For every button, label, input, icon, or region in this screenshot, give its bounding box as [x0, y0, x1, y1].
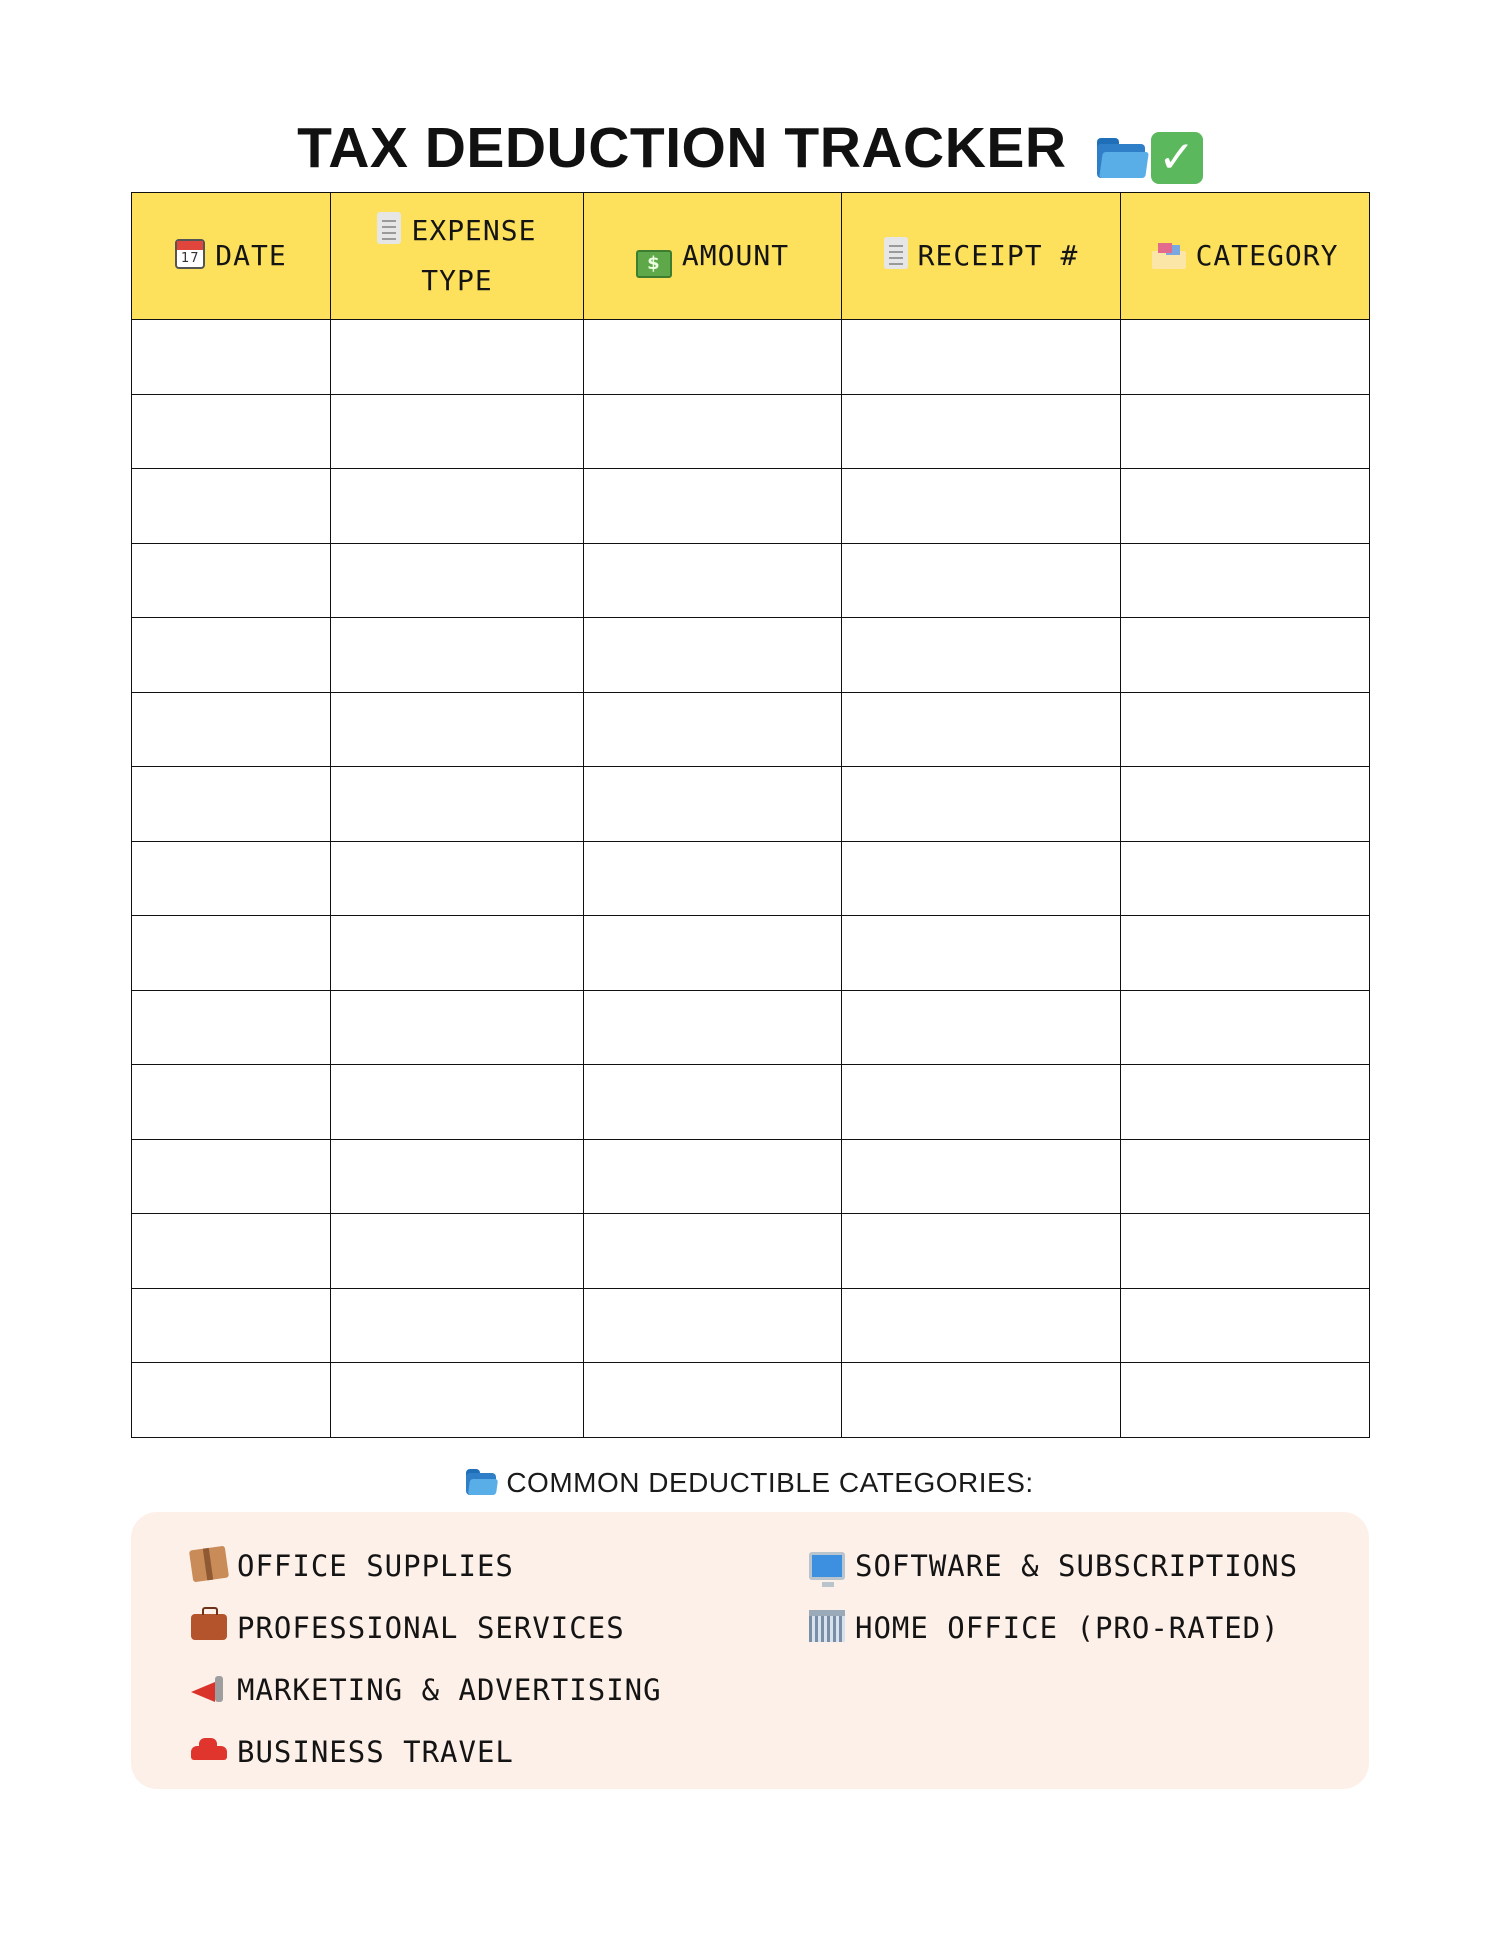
table-cell[interactable]	[584, 990, 842, 1065]
document-icon	[377, 212, 401, 244]
table-row	[132, 543, 1370, 618]
column-header-amount	[584, 193, 842, 320]
table-cell[interactable]	[842, 320, 1121, 395]
page-title	[0, 108, 1500, 188]
table-cell[interactable]	[331, 692, 584, 767]
category-item-professional-services	[191, 1608, 625, 1648]
table-cell[interactable]	[842, 916, 1121, 991]
table-cell[interactable]	[842, 1288, 1121, 1363]
computer-icon	[809, 1552, 845, 1580]
table-header-row	[132, 193, 1370, 320]
category-item-home-office	[809, 1608, 1280, 1648]
table-cell[interactable]	[1121, 543, 1370, 618]
table-cell[interactable]	[584, 841, 842, 916]
table-row	[132, 394, 1370, 469]
table-cell[interactable]	[331, 767, 584, 842]
column-header-date	[132, 193, 331, 320]
table-cell[interactable]	[842, 469, 1121, 544]
folder-icon	[466, 1469, 498, 1495]
table-row	[132, 1214, 1370, 1289]
table-row	[132, 1363, 1370, 1438]
table-cell[interactable]	[842, 1065, 1121, 1140]
table-cell[interactable]	[132, 1363, 331, 1438]
table-cell[interactable]	[331, 916, 584, 991]
category-label: HOME OFFICE (PRO-RATED)	[855, 1611, 1280, 1645]
table-cell[interactable]	[1121, 394, 1370, 469]
table-cell[interactable]	[132, 692, 331, 767]
table-cell[interactable]	[842, 692, 1121, 767]
table-body	[132, 320, 1370, 1438]
table-cell[interactable]	[132, 1214, 331, 1289]
table-row	[132, 1065, 1370, 1140]
category-item-office-supplies	[191, 1546, 514, 1586]
table-row	[132, 618, 1370, 693]
table-cell[interactable]	[331, 841, 584, 916]
column-header-expense-type	[331, 193, 584, 320]
table-cell[interactable]	[584, 916, 842, 991]
table-cell[interactable]	[132, 767, 331, 842]
table-cell[interactable]	[1121, 1363, 1370, 1438]
title-icons	[1097, 114, 1203, 194]
table-cell[interactable]	[331, 1139, 584, 1214]
table-row	[132, 990, 1370, 1065]
check-mark-icon: ✓	[1151, 132, 1203, 184]
column-header-category	[1121, 193, 1370, 320]
table-cell[interactable]	[331, 320, 584, 395]
table-cell[interactable]	[132, 841, 331, 916]
table-cell[interactable]	[1121, 841, 1370, 916]
table-cell[interactable]	[842, 1363, 1121, 1438]
table-row	[132, 841, 1370, 916]
column-label: AMOUNT	[681, 239, 790, 272]
categories-heading-text: COMMON DEDUCTIBLE CATEGORIES:	[506, 1467, 1034, 1498]
building-icon	[809, 1610, 845, 1642]
megaphone-icon	[191, 1672, 227, 1704]
category-label: SOFTWARE & SUBSCRIPTIONS	[855, 1549, 1299, 1583]
table-cell[interactable]	[1121, 1214, 1370, 1289]
table-cell[interactable]	[331, 469, 584, 544]
category-item-marketing	[191, 1670, 662, 1710]
table-row	[132, 469, 1370, 544]
table-cell[interactable]	[842, 1214, 1121, 1289]
categories-heading	[0, 1463, 1500, 1503]
table-cell[interactable]	[842, 1139, 1121, 1214]
table-cell[interactable]	[1121, 990, 1370, 1065]
category-label: PROFESSIONAL SERVICES	[237, 1611, 625, 1645]
car-icon	[191, 1734, 227, 1766]
table-cell[interactable]	[584, 1139, 842, 1214]
category-item-business-travel	[191, 1732, 514, 1772]
table-cell[interactable]	[584, 1065, 842, 1140]
table-cell[interactable]	[132, 1139, 331, 1214]
title-text: TAX DEDUCTION TRACKER	[297, 116, 1067, 180]
table-cell[interactable]	[1121, 1139, 1370, 1214]
folder-icon	[1097, 138, 1147, 178]
table-cell[interactable]	[132, 469, 331, 544]
table-cell[interactable]	[331, 1214, 584, 1289]
table-row	[132, 692, 1370, 767]
table-cell[interactable]	[331, 1288, 584, 1363]
table-cell[interactable]	[584, 543, 842, 618]
column-label: DATE	[215, 239, 287, 272]
column-label: EXPENSE TYPE	[411, 214, 537, 297]
table-cell[interactable]	[584, 320, 842, 395]
table-cell[interactable]	[331, 394, 584, 469]
table-cell[interactable]	[842, 767, 1121, 842]
table-cell[interactable]	[331, 543, 584, 618]
table-cell[interactable]	[584, 394, 842, 469]
table-cell[interactable]	[842, 618, 1121, 693]
column-header-receipt	[842, 193, 1121, 320]
table-cell[interactable]	[1121, 1065, 1370, 1140]
table-cell[interactable]	[132, 990, 331, 1065]
table-cell[interactable]	[584, 1288, 842, 1363]
table-cell[interactable]	[132, 618, 331, 693]
table-cell[interactable]	[132, 394, 331, 469]
table-cell[interactable]	[331, 1363, 584, 1438]
table-cell[interactable]	[842, 543, 1121, 618]
table-cell[interactable]	[584, 1363, 842, 1438]
table-cell[interactable]	[132, 543, 331, 618]
table-cell[interactable]	[584, 1214, 842, 1289]
receipt-icon	[884, 237, 908, 269]
table-cell[interactable]	[132, 320, 331, 395]
deduction-table	[131, 192, 1370, 1438]
table-row	[132, 1139, 1370, 1214]
calendar-icon	[175, 239, 205, 269]
column-label: CATEGORY	[1195, 239, 1339, 272]
table-cell[interactable]	[132, 916, 331, 991]
category-label: BUSINESS TRAVEL	[237, 1735, 514, 1769]
category-label: MARKETING & ADVERTISING	[237, 1673, 662, 1707]
category-label: OFFICE SUPPLIES	[237, 1549, 514, 1583]
table-cell[interactable]	[331, 618, 584, 693]
table-cell[interactable]	[584, 469, 842, 544]
column-label: RECEIPT #	[917, 239, 1079, 272]
package-icon	[189, 1546, 229, 1583]
table-cell[interactable]	[132, 1288, 331, 1363]
table-cell[interactable]	[1121, 618, 1370, 693]
table-cell[interactable]	[1121, 767, 1370, 842]
table-cell[interactable]	[842, 394, 1121, 469]
money-icon: $	[636, 250, 672, 278]
table-cell[interactable]	[1121, 469, 1370, 544]
categories-panel	[131, 1512, 1369, 1789]
table-cell[interactable]	[842, 841, 1121, 916]
table-cell[interactable]	[1121, 320, 1370, 395]
table-cell[interactable]	[1121, 1288, 1370, 1363]
table-row	[132, 320, 1370, 395]
table-cell[interactable]	[331, 1065, 584, 1140]
file-box-icon	[1152, 241, 1186, 269]
category-item-software	[809, 1546, 1298, 1586]
table-cell[interactable]	[1121, 916, 1370, 991]
table-row	[132, 916, 1370, 991]
table-row	[132, 1288, 1370, 1363]
table-cell[interactable]	[584, 692, 842, 767]
table-cell[interactable]	[132, 1065, 331, 1140]
table-cell[interactable]	[842, 990, 1121, 1065]
table-cell[interactable]	[1121, 692, 1370, 767]
table-cell[interactable]	[331, 990, 584, 1065]
table-row	[132, 767, 1370, 842]
table-cell[interactable]	[584, 618, 842, 693]
briefcase-icon	[191, 1614, 227, 1640]
table-cell[interactable]	[584, 767, 842, 842]
